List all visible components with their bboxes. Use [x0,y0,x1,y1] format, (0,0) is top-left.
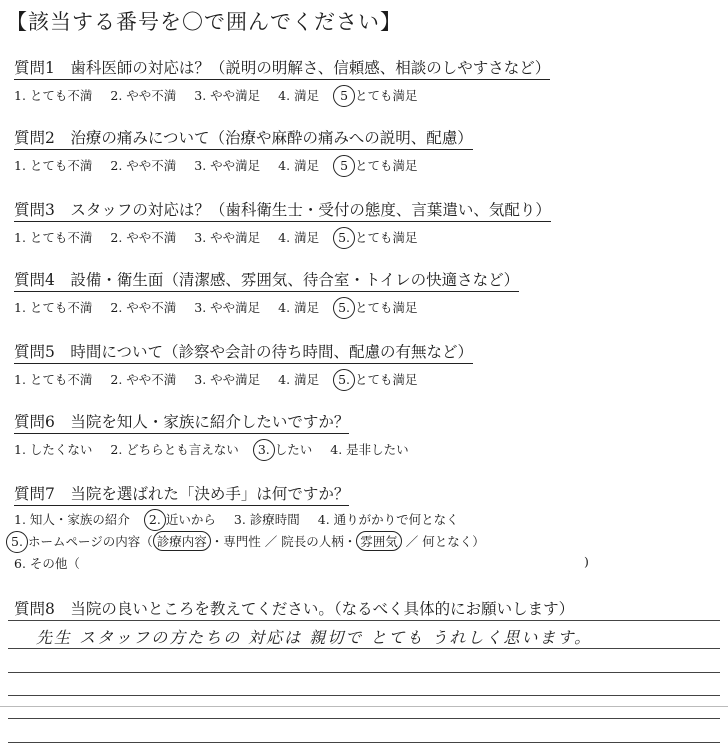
circled-answer: 5. [11,534,23,549]
question-6-options: 1. したくない 2. どちらとも言えない 3. したい 4. 是非したい [14,442,409,457]
circled-answer: 5. [338,230,351,245]
question-7-row-2: 5. ホームページの内容（ 診療内容 ・専門性 ／ 院長の人柄・ 雰囲気 ／ 何となく） [10,532,485,550]
answer-line [8,742,720,743]
question-3-options: 1. とても不満 2. やや不満 3. やや満足 4. 満足 5. とても満足 [14,230,418,245]
circled-answer: 5. [338,372,351,387]
question-2-label: 質問2 治療の痛みについて（治療や麻酔の痛みへの説明、配慮） [14,126,473,150]
question-4-label: 質問4 設備・衛生面（清潔感、雰囲気、待合室・トイレの快適さなど） [14,268,519,292]
circled-answer: 5 [337,158,351,173]
circled-word: 雰囲気 [356,531,402,551]
answer-line [8,648,720,649]
question-8-label: 質問8 当院の良いところを教えてください。（なるべく具体的にお願いします） [14,600,575,618]
circled-answer: 5. [338,300,351,315]
answer-line [8,672,720,673]
circled-answer: 5 [337,88,351,103]
answer-line [8,695,720,696]
page-title: 【該当する番号を〇で囲んでください】 [6,10,402,34]
question-5-label: 質問5 時間について（診察や会計の待ち時間、配慮の有無など） [14,340,473,364]
handwritten-answer: 先生 スタッフの方たちの 対応は 親切で とても うれしく思います。 [36,628,593,647]
question-2-options: 1. とても不満 2. やや不満 3. やや満足 4. 満足 5 とても満足 [14,158,418,173]
question-1-label: 質問1 歯科医師の対応は？（説明の明解さ、信頼感、相談のしやすさなど） [14,56,550,80]
question-7-row-1: 1. 知人・家族の紹介 2. 近いから 3. 診療時間 4. 通りがかりで何となく [14,512,459,527]
circled-answer: 2. [148,512,161,527]
question-7-label: 質問7 当院を選ばれた「決め手」は何ですか？ [14,482,349,506]
question-5-options: 1. とても不満 2. やや不満 3. やや満足 4. 満足 5. とても満足 [14,372,418,387]
question-3-label: 質問3 スタッフの対応は？（歯科衛生士・受付の態度、言葉遣い、気配り） [14,198,551,222]
page-edge [0,706,728,707]
answer-line [8,718,720,719]
answer-line [8,620,720,621]
question-7-row-3: 6. その他（ ) [14,554,589,571]
circled-word: 診療内容 [153,531,211,551]
question-6-label: 質問6 当院を知人・家族に紹介したいですか？ [14,410,349,434]
question-1-options: 1. とても不満 2. やや不満 3. やや満足 4. 満足 5 とても満足 [14,88,418,103]
question-4-options: 1. とても不満 2. やや不満 3. やや満足 4. 満足 5. とても満足 [14,300,418,315]
circled-answer: 3. [257,442,270,457]
